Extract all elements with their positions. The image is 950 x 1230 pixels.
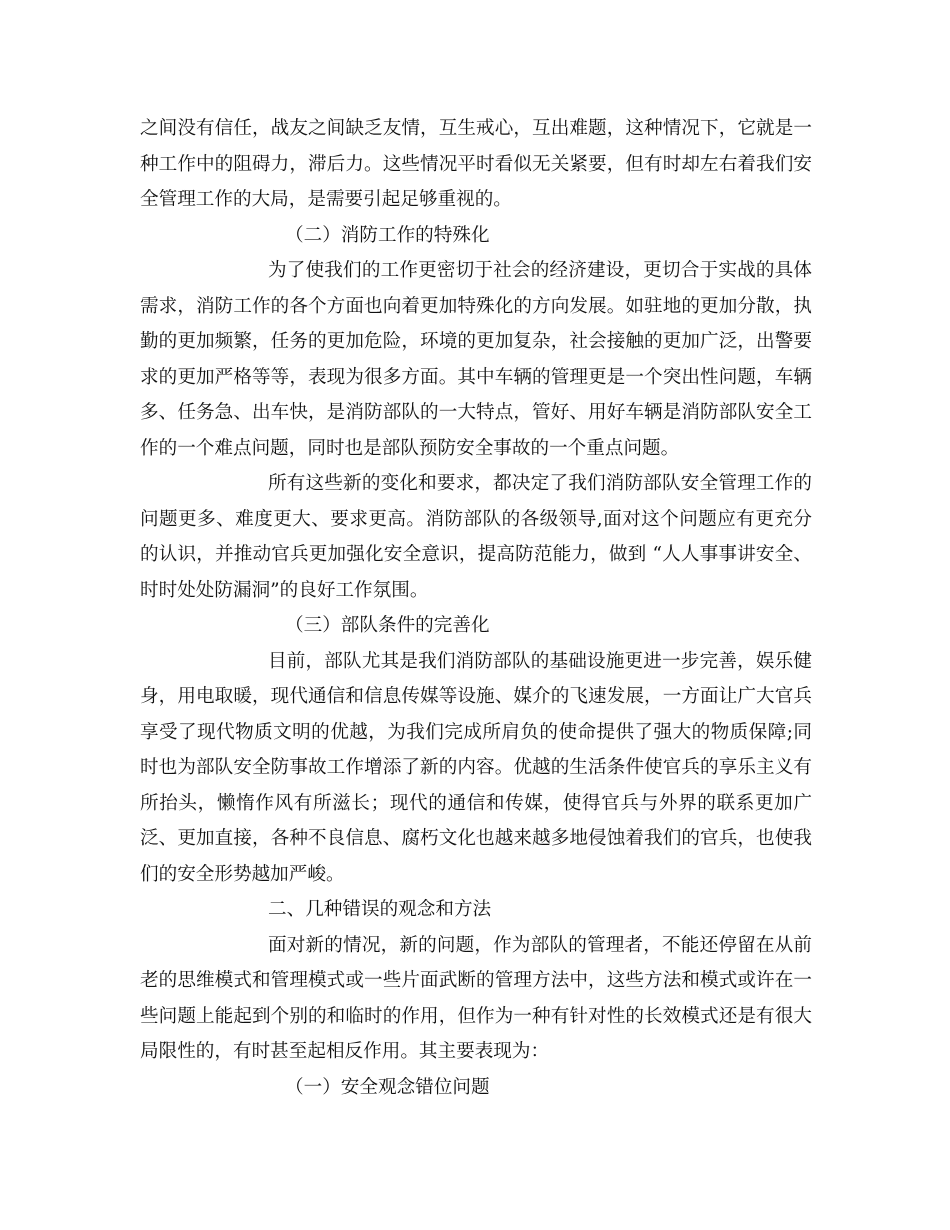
paragraph-continued: 之间没有信任，战友之间缺乏友情，互生戒心，互出难题，这种情况下，它就是一种工作中的阻碍力，滞后力。这些情况平时看似无关紧要，但有时却左右着我们安全管理工作的大局，是需要引起足够重视的。 [140,118,812,210]
paragraph-fire-work-specialization: 为了使我们的工作更密切于社会的经济建设，更切合于实战的具体需求，消防工作的各个方面也向着更加特殊化的方向发展。如驻地的更加分散，执勤的更加频繁，任务的更加危险，环境的更加复杂，社会接触的更加广泛，出警要求的更加严格等等，表现为很多方面。其中车辆的管理更是一个突出性问题，车辆多、任务急、出车快，是消防部队的一大特点，管好、用好车辆是消防部队安全工作的一个难点问题，同时也是部队预防安全事故的一个重点问题。 [140,260,812,459]
paragraph-wrong-methods: 面对新的情况，新的问题，作为部队的管理者，不能还停留在从前老的思维模式和管理模式或一些片面武断的管理方法中，这些方法和模式或许在一些问题上能起到个别的和临时的作用，但作为一种有针对性的长效模式还是有很大局限性的，有时甚至起相反作用。其主要表现为： [140,934,812,1062]
section-subheading-1: （一）安全观念错位问题 [285,1076,490,1098]
section-subheading-3: （三）部队条件的完善化 [285,615,490,636]
section-heading-2: 二、几种错误的观念和方法 [268,899,492,920]
paragraph-new-requirements: 所有这些新的变化和要求，都决定了我们消防部队安全管理工作的问题更多、难度更大、要求更高。消防部队的各级领导,面对这个问题应有更充分的认识，并推动官兵更加强化安全意识，提高防范能力，做到 “人人事事讲安全、时时处处防漏洞”的良好工作氛围。 [140,473,812,601]
document-body [140,111,812,1105]
paragraph-unit-conditions: 目前，部队尤其是我们消防部队的基础设施更进一步完善，娱乐健身，用电取暖，现代通信和信息传媒等设施、媒介的飞速发展，一方面让广大官兵享受了现代物质文明的优越，为我们完成所肩负的使命提供了强大的物质保障;同时也为部队安全防事故工作增添了新的内容。优越的生活条件使官兵的享乐主义有所抬头，懒惰作风有所滋长；现代的通信和传媒，使得官兵与外界的联系更加广泛、更加直接，各种不良信息、腐朽文化也越来越多地侵蚀着我们的官兵，也使我们的安全形势越加严峻。 [140,650,812,885]
section-subheading-2: （二）消防工作的特殊化 [285,224,490,246]
